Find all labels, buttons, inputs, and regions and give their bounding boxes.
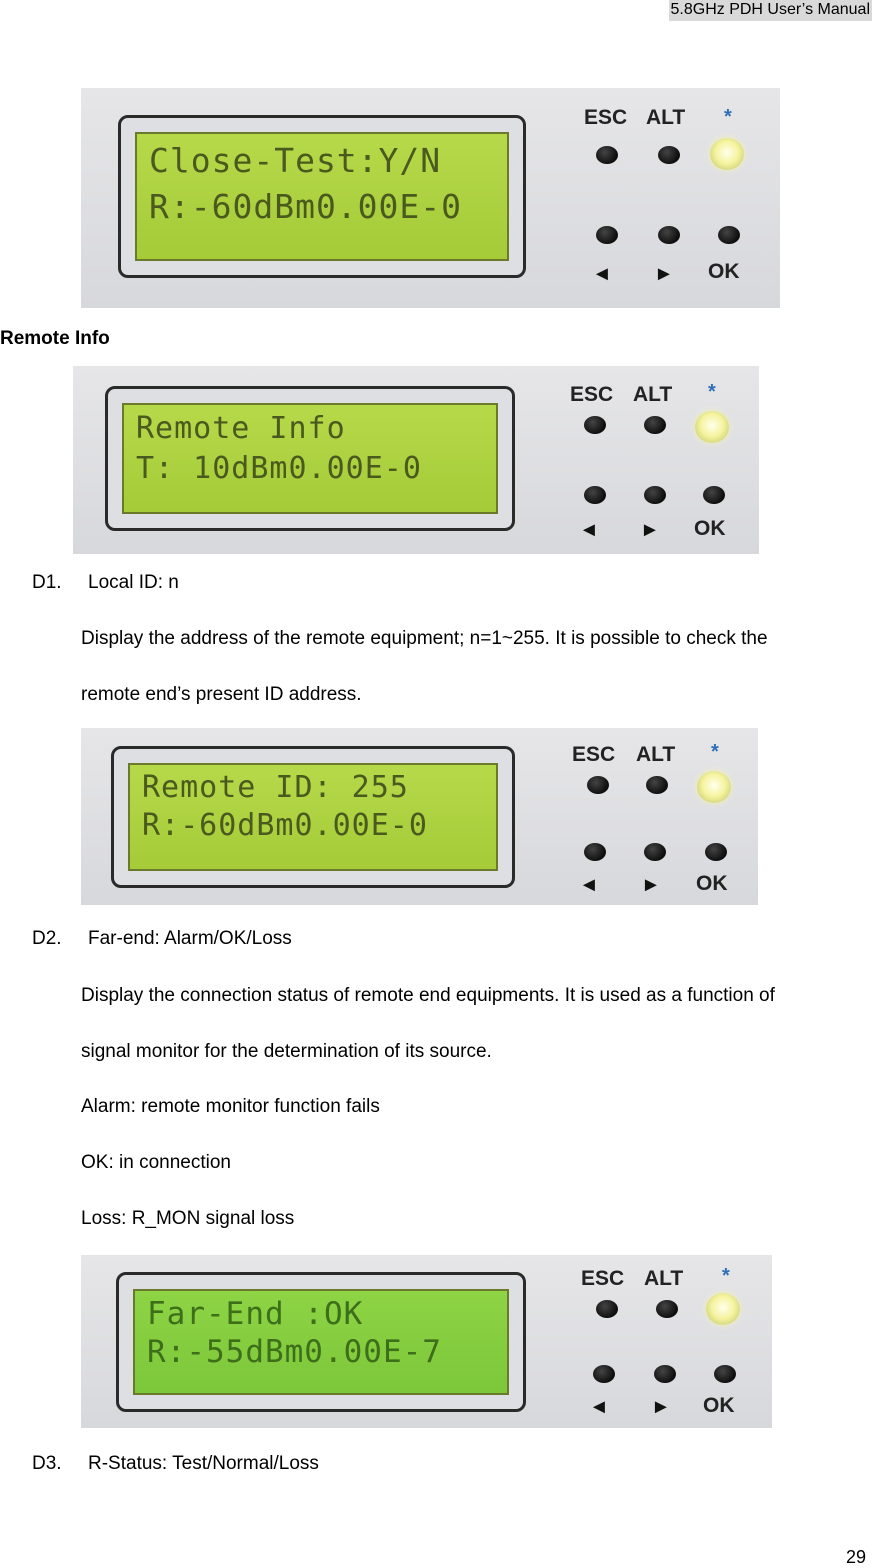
item-d2-ok: OK: in connection [81, 1152, 231, 1173]
lcd-line-2: T: 10dBm0.00E-0 [136, 451, 422, 486]
esc-label: ESC [581, 1267, 625, 1290]
left-button[interactable] [593, 1365, 615, 1383]
lcd-frame [118, 115, 526, 278]
ok-label: OK [703, 1394, 735, 1417]
item-d3-number: D3. [32, 1453, 62, 1474]
esc-button[interactable] [584, 416, 606, 434]
lcd-line-1: Close-Test:Y/N [149, 141, 442, 180]
star-icon: * [722, 1265, 730, 1287]
alt-label: ALT [633, 383, 673, 406]
left-arrow-icon: ◄ [579, 519, 599, 541]
ok-label: OK [694, 517, 726, 540]
alt-label: ALT [636, 743, 676, 766]
ok-button[interactable] [714, 1365, 736, 1383]
lcd-frame [105, 386, 515, 531]
left-button[interactable] [584, 843, 606, 861]
lcd-display [122, 403, 498, 514]
right-button[interactable] [644, 843, 666, 861]
item-d2-title: Far-end: Alarm/OK/Loss [88, 928, 292, 949]
lcd-display [135, 132, 509, 261]
item-d2-alarm: Alarm: remote monitor function fails [81, 1096, 380, 1117]
star-icon: * [711, 741, 719, 763]
item-d3-title: R-Status: Test/Normal/Loss [88, 1453, 319, 1474]
left-button[interactable] [584, 486, 606, 504]
left-arrow-icon: ◄ [592, 263, 612, 285]
item-d1-paragraph-1: Display the address of the remote equipment; n=1~255. It is possible to check the [81, 628, 768, 649]
lcd-line-1: Remote ID: 255 [142, 770, 409, 805]
esc-button[interactable] [587, 776, 609, 794]
esc-label: ESC [572, 743, 616, 766]
esc-label: ESC [584, 106, 628, 129]
item-d2-number: D2. [32, 928, 62, 949]
manual-header: 5.8GHz PDH User’s Manual [669, 0, 872, 21]
ok-label: OK [696, 872, 728, 895]
star-icon: * [724, 106, 732, 128]
ok-label: OK [708, 260, 740, 283]
esc-label: ESC [570, 383, 614, 406]
esc-button[interactable] [596, 1300, 618, 1318]
left-button[interactable] [596, 226, 618, 244]
lcd-frame [111, 746, 515, 888]
status-led [706, 1293, 740, 1325]
right-arrow-icon: ► [640, 519, 660, 541]
lcd-frame [116, 1272, 526, 1412]
status-led [695, 411, 729, 443]
lcd-line-2: R:-60dBm0.00E-0 [142, 808, 428, 843]
item-d2-loss: Loss: R_MON signal loss [81, 1208, 295, 1229]
right-button[interactable] [654, 1365, 676, 1383]
item-d1-paragraph-2: remote end’s present ID address. [81, 684, 362, 705]
device-panel-close-test [81, 88, 780, 308]
left-arrow-icon: ◄ [579, 874, 599, 896]
item-d2-paragraph-1: Display the connection status of remote end equipments. It is used as a function of [81, 985, 775, 1006]
right-arrow-icon: ► [654, 263, 674, 285]
lcd-line-2: R:-60dBm0.00E-0 [149, 187, 463, 226]
lcd-display [133, 1289, 509, 1395]
item-d2-paragraph-2: signal monitor for the determination of its source. [81, 1041, 492, 1062]
device-panel-remote-id [81, 728, 758, 905]
lcd-line-1: Remote Info [136, 411, 346, 446]
right-button[interactable] [644, 486, 666, 504]
alt-button[interactable] [656, 1300, 678, 1318]
ok-button[interactable] [718, 226, 740, 244]
star-icon: * [708, 381, 716, 403]
lcd-display [128, 763, 498, 871]
device-panel-far-end [81, 1255, 772, 1428]
status-led [697, 771, 731, 803]
ok-button[interactable] [703, 486, 725, 504]
alt-button[interactable] [644, 416, 666, 434]
item-d1-title: Local ID: n [88, 572, 179, 593]
left-arrow-icon: ◄ [589, 1396, 609, 1418]
lcd-line-1: Far-End :OK [147, 1296, 364, 1332]
item-d1-number: D1. [32, 572, 62, 593]
device-panel-remote-info [73, 366, 759, 554]
right-arrow-icon: ► [651, 1396, 671, 1418]
esc-button[interactable] [596, 146, 618, 164]
alt-button[interactable] [658, 146, 680, 164]
alt-button[interactable] [646, 776, 668, 794]
lcd-line-2: R:-55dBm0.00E-7 [147, 1334, 442, 1370]
page-number: 29 [845, 1547, 866, 1567]
status-led [710, 138, 744, 170]
alt-label: ALT [646, 106, 686, 129]
section-heading-remote-info: Remote Info [0, 328, 110, 349]
alt-label: ALT [644, 1267, 684, 1290]
ok-button[interactable] [705, 843, 727, 861]
right-button[interactable] [658, 226, 680, 244]
right-arrow-icon: ► [641, 874, 661, 896]
